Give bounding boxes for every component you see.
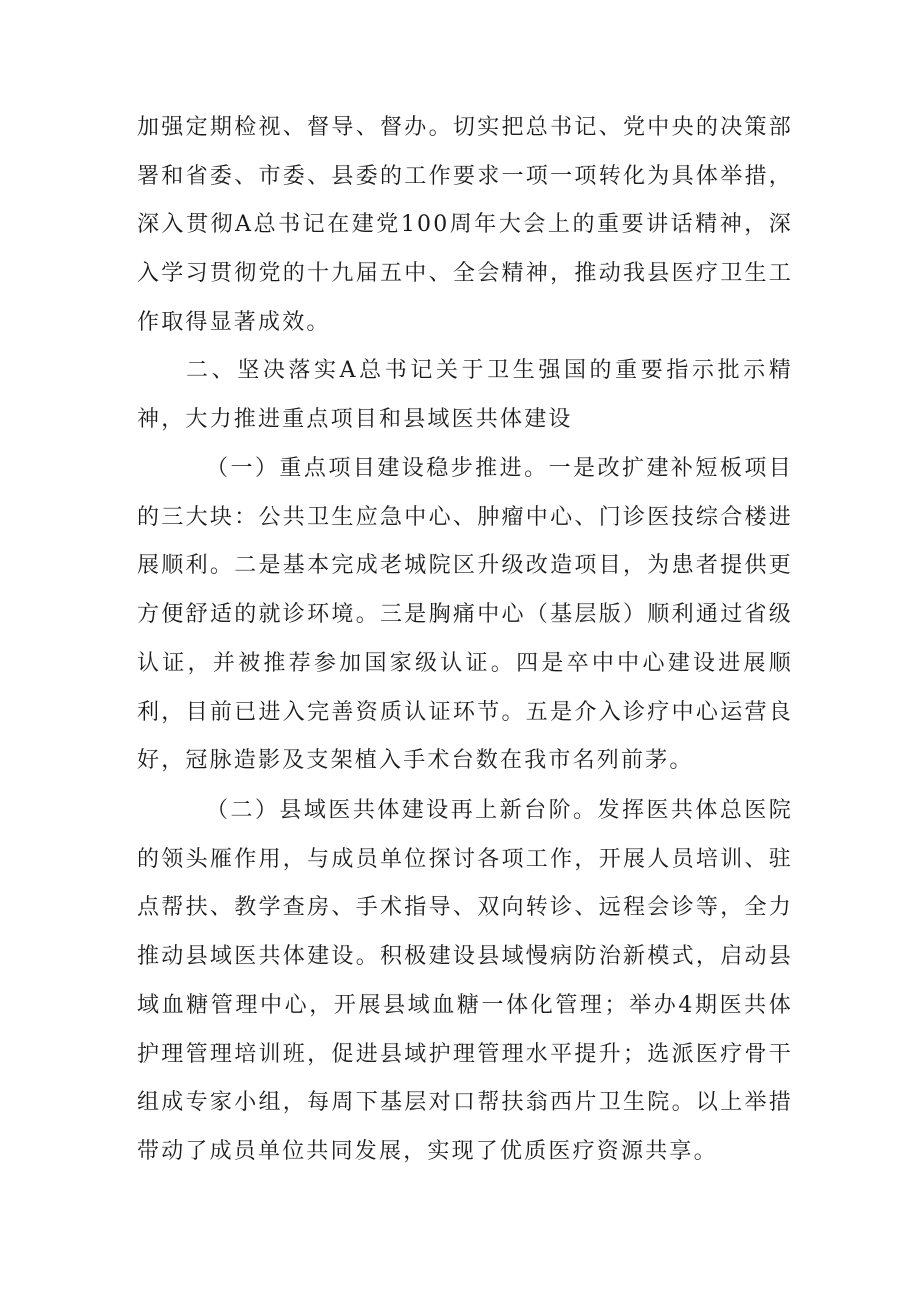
section-heading-2: 二、坚决落实A总书记关于卫生强国的重要指示批示精神，大力推进重点项目和县域医共体建设 bbox=[137, 358, 793, 432]
section-heading-block bbox=[137, 347, 793, 444]
paragraph-continuation: 加强定期检视、督导、督办。切实把总书记、党中央的决策部署和省委、市委、县委的工作要求一项一项转化为具体举措，深入贯彻A总书记在建党100周年大会上的重要讲话精神，深入学习贯彻党的十九届五中、全会精神，推动我县医疗卫生工作取得显著成效。 bbox=[137, 115, 793, 335]
subsection-1-block bbox=[137, 445, 793, 786]
paragraph-subsection-2: （二）县域医共体建设再上新台阶。发挥医共体总医院的领头雁作用，与成员单位探讨各项工作，开展人员培训、驻点帮扶、教学查房、手术指导、双向转诊、远程会诊等，全力推动县域医共体建设。积极建设县域慢病防治新模式，启动县域血糖管理中心，开展县域血糖一体化管理；举办4期医共体护理管理培训班，促进县域护理管理水平提升；选派医疗骨干组成专家小组，每周下基层对口帮扶翁西片卫生院。以上举措带动了成员单位共同发展，实现了优质医疗资源共享。 bbox=[137, 798, 793, 1164]
subsection-2-block bbox=[137, 787, 793, 1177]
body-text bbox=[137, 104, 793, 348]
paragraph-subsection-1: （一）重点项目建设稳步推进。一是改扩建补短板项目的三大块：公共卫生应急中心、肿瘤中心、门诊医技综合楼进展顺利。二是基本完成老城院区升级改造项目，为患者提供更方便舒适的就诊环境。三是胸痛中心（基层版）顺利通过省级认证，并被推荐参加国家级认证。四是卒中中心建设进展顺利，目前已进入完善资质认证环节。五是介入诊疗中心运营良好，冠脉造影及支架植入手术台数在我市名列前茅。 bbox=[137, 456, 793, 774]
